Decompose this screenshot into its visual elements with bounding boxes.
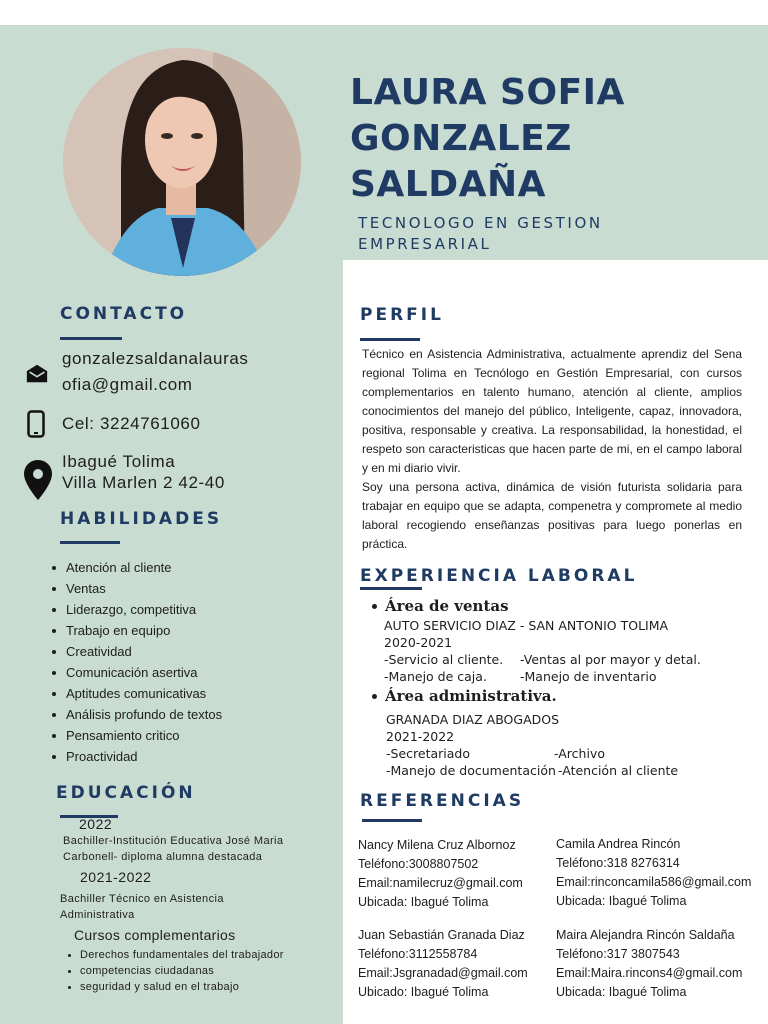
experience-years: 2020-2021	[384, 635, 453, 650]
references-title-underline	[362, 819, 422, 822]
education-year: 2022	[79, 816, 113, 832]
name-line-2: GONZALEZ	[350, 118, 572, 159]
experience-task: -Ventas al por mayor y detal.	[520, 652, 701, 667]
email-line-1[interactable]: gonzalezsaldanalauras	[62, 349, 249, 368]
top-margin	[0, 0, 768, 25]
experience-area-label: Área de ventas	[385, 597, 509, 615]
profile-text	[362, 345, 742, 554]
reference-card	[556, 835, 768, 911]
experience-area	[372, 687, 557, 705]
list-item: Creatividad	[52, 641, 332, 662]
email-line-2[interactable]: ofia@gmail.com	[62, 375, 193, 394]
list-item: Derechos fundamentales del trabajador	[68, 947, 318, 963]
experience-area-label: Área administrativa.	[385, 687, 557, 705]
skills-list	[52, 557, 332, 767]
mail-icon	[25, 362, 51, 392]
experience-years: 2021-2022	[386, 729, 455, 744]
education-desc-line-2: Carbonell- diploma alumna destacada	[63, 851, 263, 863]
name-line-3: SALDAÑA	[350, 164, 546, 205]
education-section-title: EDUCACIÓN	[56, 783, 196, 803]
experience-task: -Atención al cliente	[558, 763, 679, 778]
reference-phone[interactable]: Teléfono:3112558784	[358, 947, 478, 961]
list-item: Comunicación asertiva	[52, 662, 332, 683]
profile-paragraph-2: Soy una persona activa, dinámica de visión futurista solidaria para trabajar en equipo que se adapta, compenetra y compromete al medio laboral recogiendo enseñanzas positivas para luego ponerlas en práctica.	[362, 480, 742, 551]
experience-title-underline	[360, 587, 422, 590]
profile-photo	[63, 48, 301, 276]
skills-title-underline	[60, 541, 120, 544]
reference-phone[interactable]: Teléfono:317 3807543	[556, 947, 680, 961]
education-desc-line-1: Bachiller Técnico en Asistencia	[60, 893, 224, 905]
skills-section-title: HABILIDADES	[60, 509, 223, 529]
reference-location: Ubicada: Ibagué Tolima	[556, 985, 687, 999]
phone-number[interactable]: Cel: 3224761060	[62, 414, 201, 433]
reference-card	[358, 836, 573, 912]
name-line-1: LAURA SOFIA	[350, 72, 625, 113]
courses-list	[68, 947, 318, 995]
list-item: Trabajo en equipo	[52, 620, 332, 641]
list-item: Proactividad	[52, 746, 332, 767]
experience-task: -Manejo de caja.	[384, 669, 487, 684]
reference-email[interactable]: Email:Maira.rincons4@gmail.com	[556, 966, 743, 980]
reference-location: Ubicada: Ibagué Tolima	[556, 894, 687, 908]
experience-area	[372, 597, 509, 615]
reference-location: Ubicada: Ibagué Tolima	[358, 895, 489, 909]
location-pin-icon	[24, 460, 50, 500]
references-section-title: REFERENCIAS	[360, 791, 525, 811]
reference-phone[interactable]: Teléfono:318 8276314	[556, 856, 680, 870]
education-desc-line-2: Administrativa	[60, 909, 135, 921]
courses-title: Cursos complementarios	[74, 927, 236, 943]
reference-email[interactable]: Email:namilecruz@gmail.com	[358, 876, 523, 890]
reference-location: Ubicado: Ibagué Tolima	[358, 985, 489, 999]
experience-company: GRANADA DIAZ ABOGADOS	[386, 712, 560, 727]
reference-phone[interactable]: Teléfono:3008807502	[358, 857, 479, 871]
list-item: Atención al cliente	[52, 557, 332, 578]
contact-title-underline	[60, 337, 122, 340]
profile-paragraph-1: Técnico en Asistencia Administrativa, actualmente aprendiz del Sena regional Tolima en Tecnólogo en Gestión Empresarial, con cursos complementarios en talento humano, atención al cliente, amplios conocimientos del manejo del público, Inteligente, capaz, innovadora, positiva, responsable y creativa. La responsabilidad, la honestidad, el respeto son caracteristicas que hacen parte de mi, en el campo laboral y en mi diario vivir.	[362, 347, 742, 475]
reference-email[interactable]: Email:rinconcamila586@gmail.com	[556, 875, 752, 889]
candidate-name	[350, 70, 750, 208]
profile-section-title: PERFIL	[360, 305, 444, 325]
reference-name: Nancy Milena Cruz Albornoz	[358, 838, 516, 852]
reference-name: Camila Andrea Rincón	[556, 837, 681, 851]
education-desc-line-1: Bachiller-Institución Educativa José Maria	[63, 835, 284, 847]
experience-task: -Manejo de documentación	[386, 763, 556, 778]
experience-task: -Secretariado	[386, 746, 470, 761]
reference-name: Maira Alejandra Rincón Saldaña	[556, 928, 735, 942]
phone-icon	[27, 410, 53, 440]
list-item: competencias ciudadanas	[68, 963, 318, 979]
address-line-2: Villa Marlen 2 42-40	[62, 473, 225, 492]
education-year: 2021-2022	[80, 869, 152, 885]
experience-task: -Archivo	[554, 746, 605, 761]
contact-section-title: CONTACTO	[60, 304, 188, 324]
profile-title-underline	[360, 338, 420, 341]
reference-email[interactable]: Email:Jsgranadad@gmail.com	[358, 966, 528, 980]
reference-name: Juan Sebastián Granada Diaz	[358, 928, 525, 942]
experience-task: -Manejo de inventario	[520, 669, 657, 684]
reference-card	[358, 926, 573, 1002]
list-item: Aptitudes comunicativas	[52, 683, 332, 704]
experience-company: AUTO SERVICIO DIAZ - SAN ANTONIO TOLIMA	[384, 618, 669, 633]
list-item: Ventas	[52, 578, 332, 599]
address-line-1: Ibagué Tolima	[62, 452, 176, 471]
experience-task: -Servicio al cliente.	[384, 652, 504, 667]
experience-section-title: EXPERIENCIA LABORAL	[360, 566, 638, 586]
reference-card	[556, 926, 768, 1002]
list-item: Liderazgo, competitiva	[52, 599, 332, 620]
list-item: Análisis profundo de textos	[52, 704, 332, 725]
job-title: TECNOLOGO EN GESTION EMPRESARIAL	[358, 214, 603, 253]
list-item: seguridad y salud en el trabajo	[68, 979, 318, 995]
list-item: Pensamiento critico	[52, 725, 332, 746]
